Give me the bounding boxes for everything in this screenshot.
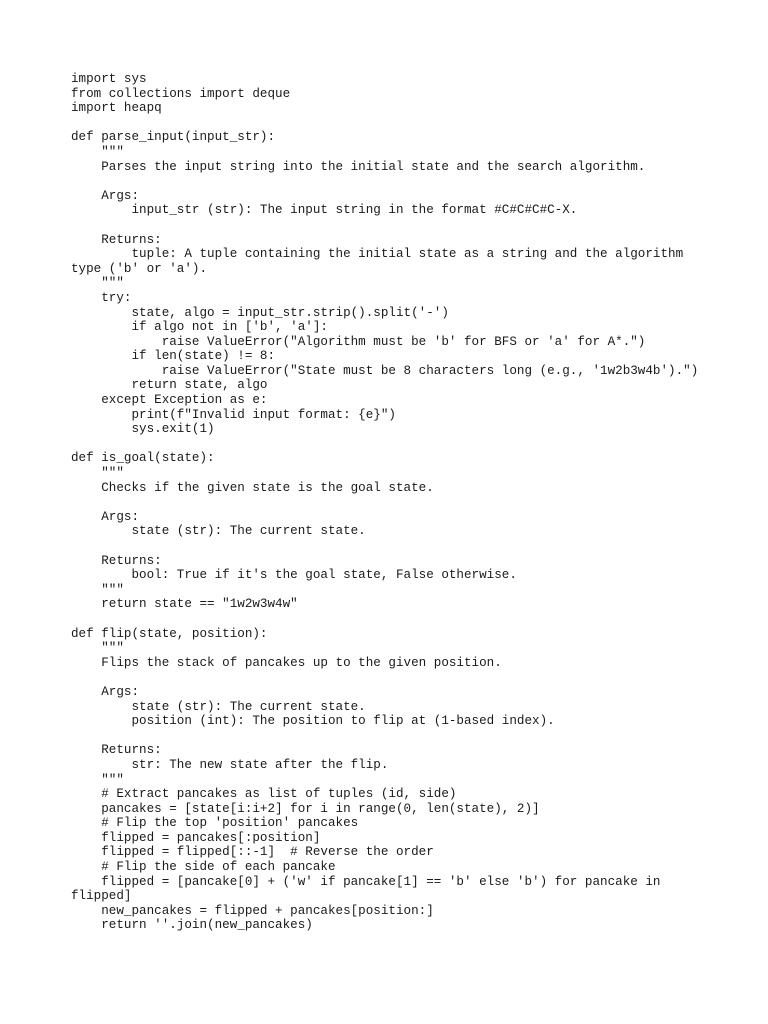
code-listing — [0, 72, 768, 933]
code-line: """ — [71, 582, 124, 597]
code-line: Checks if the given state is the goal state. — [71, 480, 434, 495]
code-line: from collections import deque — [71, 86, 291, 101]
code-line: Parses the input string into the initial state and the search algorithm. — [71, 159, 646, 174]
code-line — [0, 612, 768, 627]
code-line: str: The new state after the flip. — [71, 757, 389, 772]
code-line: type ('b' or 'a'). — [71, 261, 208, 276]
code-line — [0, 729, 768, 744]
code-line: flipped = flipped[::-1] # Reverse the order — [71, 845, 434, 860]
code-line: except Exception as e: — [71, 393, 268, 408]
code-line: # Flip the top 'position' pancakes — [71, 816, 359, 831]
code-line: Returns: — [71, 553, 162, 568]
code-line: bool: True if it's the goal state, False otherwise. — [71, 568, 517, 583]
code-line: """ — [71, 466, 124, 481]
code-line: raise ValueError("Algorithm must be 'b' for BFS or 'a' for A*.") — [71, 334, 646, 349]
code-line — [0, 174, 768, 189]
code-line: pancakes = [state[i:i+2] for i in range(0, len(state), 2)] — [71, 801, 540, 816]
code-line: """ — [71, 772, 124, 787]
code-line: state, algo = input_str.strip().split('-') — [71, 305, 449, 320]
code-line: # Extract pancakes as list of tuples (id, side) — [71, 787, 457, 802]
code-line: if algo not in ['b', 'a']: — [71, 320, 328, 335]
code-line: position (int): The position to flip at (1-based index). — [71, 714, 555, 729]
code-line: import heapq — [71, 101, 162, 116]
code-line — [0, 539, 768, 554]
code-line: def flip(state, position): — [71, 626, 268, 641]
code-line: Args: — [71, 188, 140, 203]
code-line: Args: — [71, 684, 140, 699]
code-line: """ — [71, 144, 124, 159]
code-line — [0, 218, 768, 233]
code-line: """ — [71, 276, 124, 291]
code-line: return state == "1w2w3w4w" — [71, 597, 298, 612]
code-line: flipped] — [71, 889, 132, 904]
code-line: state (str): The current state. — [71, 524, 366, 539]
code-line: # Flip the side of each pancake — [71, 860, 336, 875]
code-line: Returns: — [71, 232, 162, 247]
code-line: Returns: — [71, 743, 162, 758]
code-line: return ''.join(new_pancakes) — [71, 918, 313, 933]
code-line — [0, 670, 768, 685]
code-line: try: — [71, 290, 132, 305]
code-line — [0, 116, 768, 131]
code-line: state (str): The current state. — [71, 699, 366, 714]
code-line: import sys — [71, 72, 147, 86]
code-line: def parse_input(input_str): — [71, 130, 276, 145]
code-line: flipped = pancakes[:position] — [71, 830, 321, 845]
code-line: return state, algo — [71, 378, 268, 393]
code-line: new_pancakes = flipped + pancakes[position:] — [71, 903, 434, 918]
code-line: sys.exit(1) — [71, 422, 215, 437]
code-line: Args: — [71, 509, 140, 524]
code-line: if len(state) != 8: — [71, 349, 276, 364]
code-line — [0, 495, 768, 510]
code-line: Flips the stack of pancakes up to the given position. — [71, 655, 502, 670]
code-line: tuple: A tuple containing the initial state as a string and the algorithm — [71, 247, 684, 262]
code-line: print(f"Invalid input format: {e}") — [71, 407, 396, 422]
code-line: input_str (str): The input string in the format #C#C#C#C-X. — [71, 203, 578, 218]
code-line — [0, 437, 768, 452]
code-line: raise ValueError("State must be 8 characters long (e.g., '1w2b3w4b').") — [71, 363, 699, 378]
code-line: flipped = [pancake[0] + ('w' if pancake[1] == 'b' else 'b') for pancake in — [71, 874, 661, 889]
code-line: def is_goal(state): — [71, 451, 215, 466]
code-line: """ — [71, 641, 124, 656]
